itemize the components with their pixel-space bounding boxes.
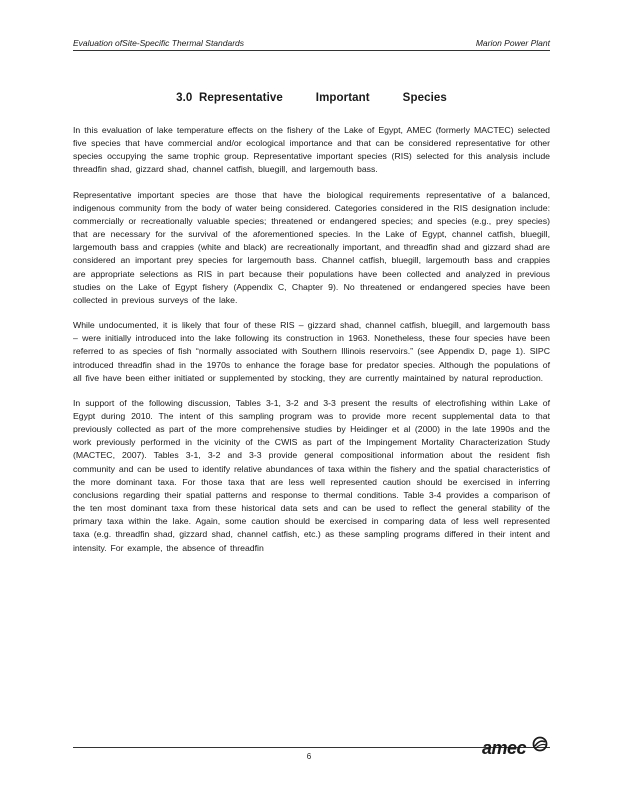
header-document-title: Evaluation ofSite-Specific Thermal Standards — [73, 38, 245, 48]
amec-logo — [482, 736, 552, 760]
amec-globe-icon — [532, 736, 548, 752]
paragraph-3: While undocumented, it is likely that four of these RIS – gizzard shad, channel catfish, bluegill, and largemouth bass – were initially introduced into the lake following its construction in 1963. Nonetheless, these four species have been referred to as species of fish “normally associated with Southern Illinois reservoirs.” (see Appendix D, page 1). SIPC introduced threadfin shad in the 1970s to enhance the forage base for predator species. Although the populations of all five have been either initiated or supplemented by stocking, they are currently maintained by natural reproduction. — [73, 320, 550, 383]
paragraph-1: In this evaluation of lake temperature effects on the fishery of the Lake of Egypt, AMEC (formerly MACTEC) selected five species that have commercial and/or ecological importance and that can be considered representative for other species occupying the same trophic group. Representative important species (RIS) selected for this analysis include threadfin shad, gizzard shad, channel catfish, bluegill, and largemouth bass. — [73, 125, 550, 175]
paragraph-2: Representative important species are those that have the biological requirements representative of a balanced, indigenous community from the body of water being considered. Categories considered in the RIS designation include: commercially or recreationally valuable species; threatened or endangered species; and species (e.g., prey species) that are necessary for the survival of the aforementioned species. In the Lake of Egypt, channel catfish, bluegill, largemouth bass and crappies (white and black) are recreationally important, and threadfin shad and gizzard shad are considered an important prey species for largemouth bass. Channel catfish, bluegill, largemouth bass and crappies are appropriate selections as RIS in part because their populations have been collected and analyzed in previous studies on the Lake of Egypt fishery (Appendix C, Chapter 9). No threatened or endangered species have been collected in previous surveys of the lake. — [73, 189, 550, 305]
paragraph-4: In support of the following discussion, Tables 3-1, 3-2 and 3-3 present the results of electrofishing within Lake of Egypt during 2010. The intent of this sampling program was to provide more recent supplemental data to that previously collected as part of the more comprehensive studies by Heidinger et al (2000) in the late 1990s and the work previously performed in the vicinity of the CWIS as part of the Impingement Mortality Characterization Study (MACTEC, 2007). Tables 3-1, 3-2 and 3-3 provide general compositional information about the resident fish community and can be used to identify relative abundances of taxa within the fishery and the spatial characteristics of the more dominant taxa. For those taxa that are less well represented caution should be exercised in inferring conclusions regarding their spatial patterns and response to thermal conditions. Table 3-4 provides a comparison of the ten most dominant taxa from these historical data sets and can be used to reflect the general stability of the primary taxa within the lake. Again, some caution should be exercised in comparing data of less well represented taxa (e.g. threadfin shad, gizzard shad, channel catfish, etc.) as these sampling programs differed in their intent and intensity. For example, the absence of threadfin — [73, 397, 550, 553]
header-plant-name: Marion Power Plant — [475, 38, 550, 48]
page-number: 6 — [306, 752, 312, 761]
page-header — [73, 36, 550, 50]
body-text — [73, 124, 550, 567]
section-title: 3.0 Representative Important Species — [176, 92, 447, 104]
footer-rule — [73, 747, 550, 748]
logo-text: amec — [482, 738, 527, 758]
header-rule — [73, 50, 550, 51]
